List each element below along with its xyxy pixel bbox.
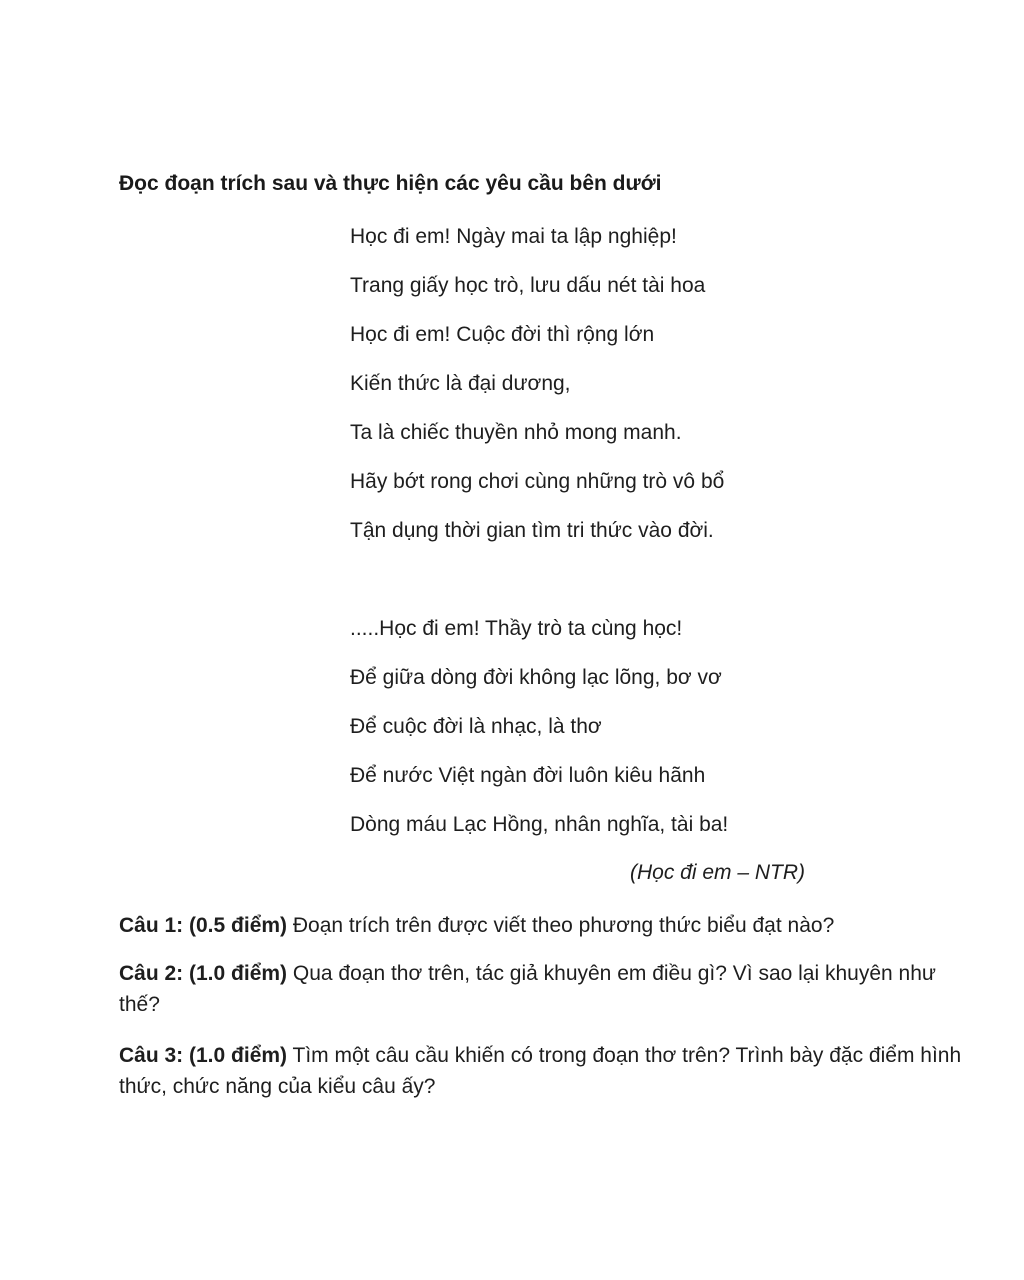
poem-line: Ta là chiếc thuyền nhỏ mong manh. <box>350 421 682 444</box>
poem-line: Học đi em! Cuộc đời thì rộng lớn <box>350 323 655 346</box>
poem-stanza-2 <box>350 614 728 859</box>
instruction-heading: Đọc đoạn trích sau và thực hiện các yêu cầu bên dưới <box>119 172 662 195</box>
poem-line: Kiến thức là đại dương, <box>350 372 571 395</box>
poem-line: Để nước Việt ngàn đời luôn kiêu hãnh <box>350 764 706 787</box>
poem-line: Để giữa dòng đời không lạc lõng, bơ vơ <box>350 666 722 689</box>
question-text: Qua đoạn thơ trên, tác giả khuyên em điều gì? Vì sao lại khuyên như thế? <box>119 962 936 1016</box>
question-label: Câu 3: (1.0 điểm) <box>119 1044 288 1067</box>
poem-source: (Học đi em – NTR) <box>630 861 806 884</box>
question-2 <box>119 958 979 1020</box>
question-label: Câu 1: (0.5 điểm) <box>119 914 288 937</box>
poem-line: Hãy bớt rong chơi cùng những trò vô bổ <box>350 470 725 493</box>
question-text: Tìm một câu cầu khiến có trong đoạn thơ trên? Trình bày đặc điểm hình thức, chức năng của kiểu câu ấy? <box>119 1044 962 1098</box>
poem-line: Tận dụng thời gian tìm tri thức vào đời. <box>350 519 714 542</box>
question-3 <box>119 1040 979 1102</box>
question-label: Câu 2: (1.0 điểm) <box>119 962 288 985</box>
question-1 <box>119 910 979 941</box>
poem-line: .....Học đi em! Thầy trò ta cùng học! <box>350 617 683 640</box>
poem-line: Học đi em! Ngày mai ta lập nghiệp! <box>350 225 677 248</box>
poem-line: Dòng máu Lạc Hồng, nhân nghĩa, tài ba! <box>350 813 729 836</box>
poem-line: Để cuộc đời là nhạc, là thơ <box>350 715 602 738</box>
poem-line: Trang giấy học trò, lưu dấu nét tài hoa <box>350 274 706 297</box>
question-text: Đoạn trích trên được viết theo phương thức biểu đạt nào? <box>287 914 835 937</box>
poem-stanza-1 <box>350 222 728 565</box>
stanza-divider <box>350 565 728 614</box>
poem-excerpt <box>350 222 728 859</box>
